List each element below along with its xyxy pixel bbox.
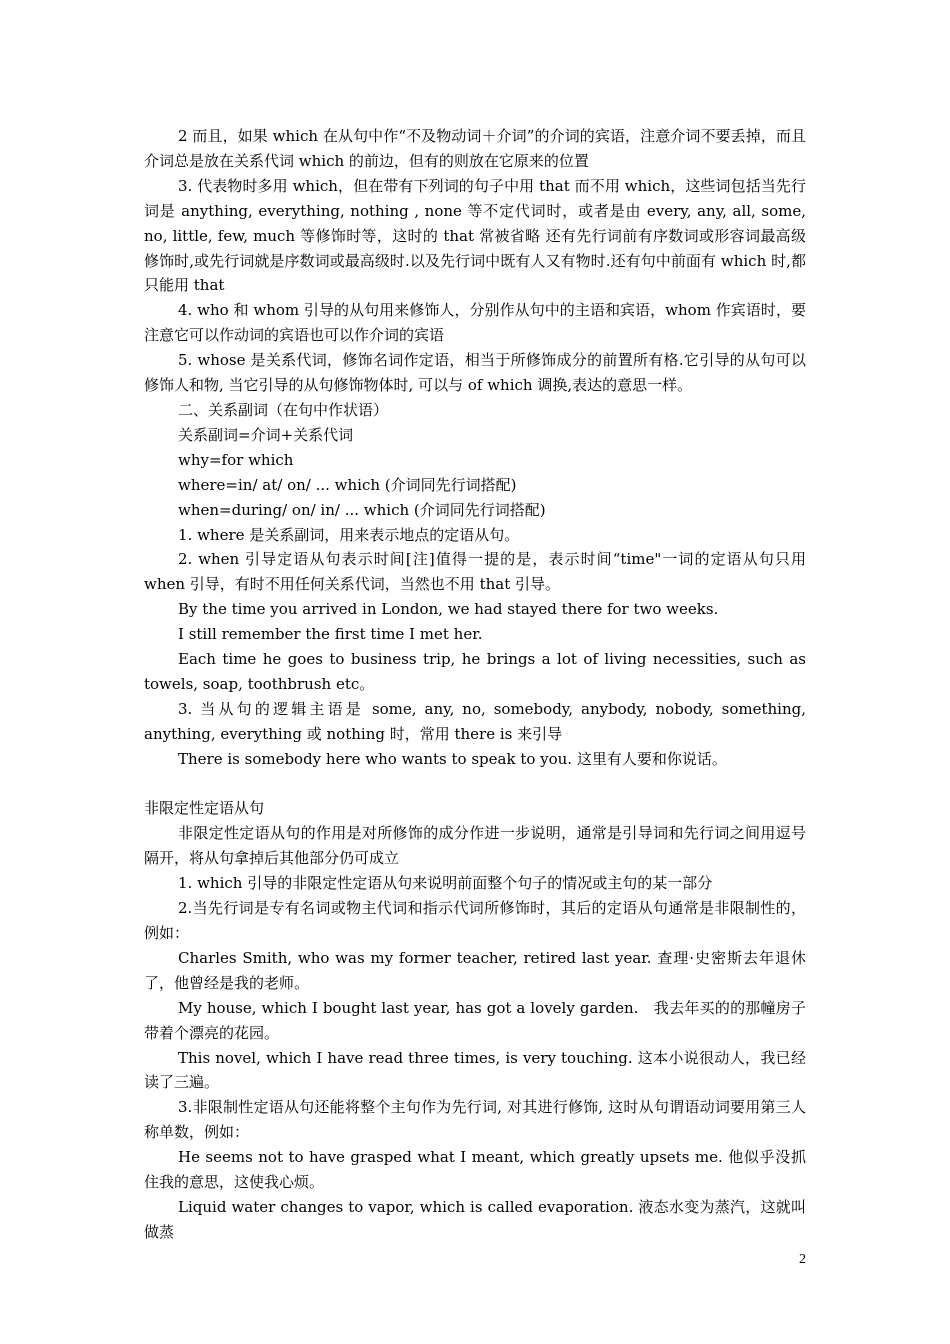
paragraph: There is somebody here who wants to speak to you. 这里有人要和你说话。 xyxy=(178,749,727,768)
paragraph: 4. who 和 whom 引导的从句用来修饰人，分别作从句中的主语和宾语，whom 作宾语时，要注意它可以作动词的宾语也可以作介词的宾语 xyxy=(144,301,806,345)
paragraph: 2. when 引导定语从句表示时间[注]值得一提的是，表示时间“time"一词的定语从句只用 when 引导，有时不用任何关系代词，当然也不用 that 引导。 xyxy=(144,550,806,594)
paragraph: 1. which 引导的非限定性定语从句来说明前面整个句子的情况或主句的某一部分 xyxy=(178,874,713,893)
paragraph: 关系副词=介词+关系代词 xyxy=(178,425,354,444)
paragraph: when=during/ on/ in/ ... which (介词同先行词搭配) xyxy=(178,500,546,519)
paragraph: why=for which xyxy=(178,450,294,469)
paragraph: He seems not to have grasped what I meant, which greatly upsets me. 他似乎没抓住我的意思，这使我心烦。 xyxy=(144,1148,806,1192)
paragraph: 3.非限制性定语从句还能将整个主句作为先行词, 对其进行修饰, 这时从句谓语动词要用第三人称单数，例如： xyxy=(144,1098,806,1142)
paragraph: 非限定性定语从句 xyxy=(144,799,265,818)
paragraph: 2.当先行词是专有名词或物主代词和指示代词所修饰时，其后的定语从句通常是非限制性的，例如： xyxy=(144,899,806,942)
paragraph: Each time he goes to business trip, he brings a lot of living necessities, such as towels, soap, toothbrush etc。 xyxy=(144,650,806,693)
blank-line xyxy=(144,772,806,797)
paragraph: 3. 代表物时多用 which，但在带有下列词的句子中用 that 而不用 which，这些词包括当先行词是 anything, everything, nothing , none 等不定代词时，或者是由 every, any, all, some, no, little, few, much 等修饰时等，这时的 that 常被省略 还有先行词前有序数词或形容词最高级修饰时,或先行词就是序数词或最高级时.以及先行词中既有人又有物时.还有句中前面有 which 时,都只能用 that xyxy=(144,176,806,295)
paragraph: 3. 当从句的逻辑主语是 some, any, no, somebody, anybody, nobody, something, anything, everything 或 nothing 时，常用 there is 来引导 xyxy=(144,699,806,743)
paragraph: My house, which I bought last year, has got a lovely garden. 我去年买的的那幢房子带着个漂亮的花园。 xyxy=(144,998,806,1042)
paragraph: By the time you arrived in London, we had stayed there for two weeks. xyxy=(178,600,719,619)
paragraph: 二、关系副词（在句中作状语） xyxy=(178,400,389,419)
page-number: 2 xyxy=(799,1252,806,1267)
paragraph: 1. where 是关系副词，用来表示地点的定语从句。 xyxy=(178,525,520,544)
paragraph: Liquid water changes to vapor, which is called evaporation. 液态水变为蒸汽，这就叫做蒸 xyxy=(144,1197,806,1241)
paragraph: This novel, which I have read three times, is very touching. 这本小说很动人，我已经读了三遍。 xyxy=(144,1048,806,1092)
paragraph: I still remember the first time I met her. xyxy=(178,625,483,644)
paragraph: where=in/ at/ on/ ... which (介词同先行词搭配) xyxy=(178,475,517,494)
paragraph: 5. whose 是关系代词，修饰名词作定语，相当于所修饰成分的前置所有格.它引导的从句可以修饰人和物, 当它引导的从句修饰物体时, 可以与 of which 调换,表达的意思一样。 xyxy=(144,351,806,395)
paragraph: Charles Smith, who was my former teacher, retired last year. 查理·史密斯去年退休了，他曾经是我的老师。 xyxy=(144,948,806,992)
page-body xyxy=(144,124,806,1245)
paragraph: 非限定性定语从句的作用是对所修饰的成分作进一步说明，通常是引导词和先行词之间用逗号隔开，将从句拿掉后其他部分仍可成立 xyxy=(144,824,806,868)
paragraph: 2 而且，如果 which 在从句中作“不及物动词＋介词”的介词的宾语，注意介词不要丢掉，而且介词总是放在关系代词 which 的前边，但有的则放在它原来的位置 xyxy=(144,127,806,170)
